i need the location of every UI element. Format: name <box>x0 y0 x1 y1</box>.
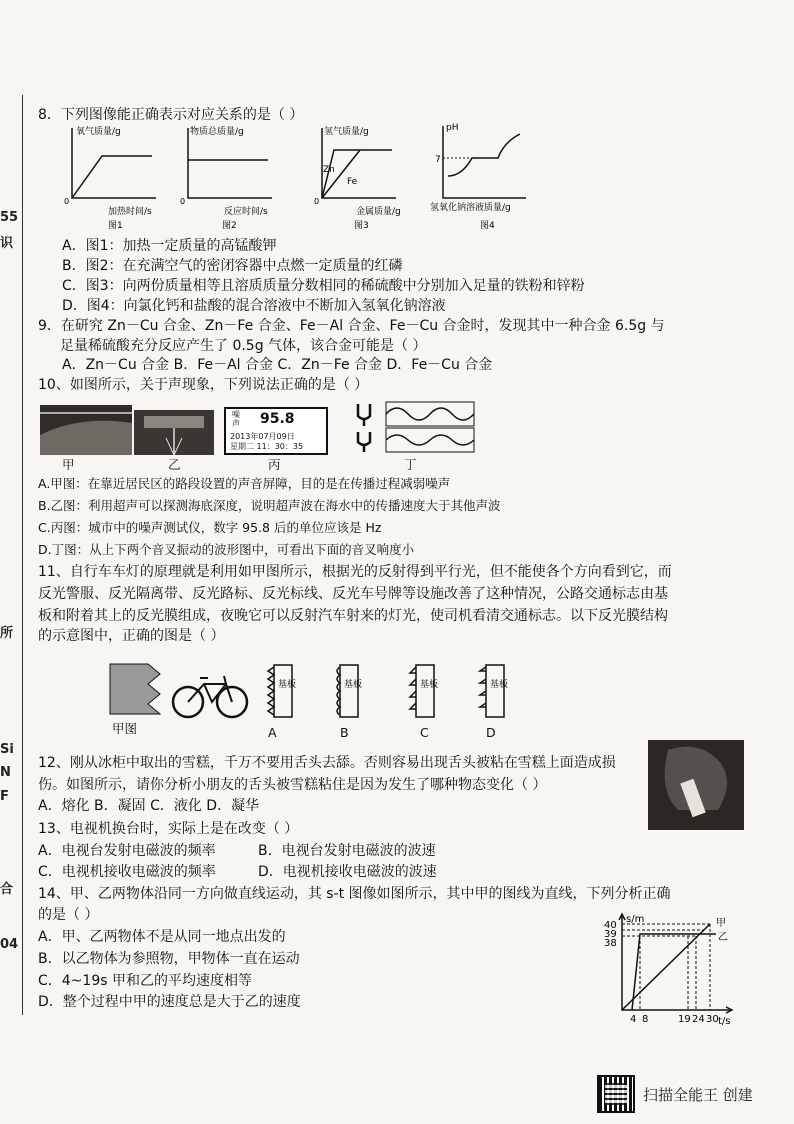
q10-option-c: C.丙图：城市中的噪声测试仪，数字 95.8 后的单位应该是 Hz <box>38 520 382 535</box>
graph3-ylabel: 氢气质量/g <box>324 127 369 137</box>
q11-line3: 板和附着其上的反光膜组成，夜晚它可以反射汽车射来的灯光，使司机看清交通标志。以下反光膜结构 <box>38 608 668 624</box>
photo-sound-barrier <box>40 405 132 455</box>
meter-label-top: 噪 <box>232 410 240 419</box>
q9-line1: 9．在研究 Zn－Cu 合金、Zn－Fe 合金、Fe－Al 合金、Fe－Cu 合金时，发现其中一种合金 6.5g 与 <box>38 318 665 334</box>
graph3-zn-label: Zn <box>323 165 335 175</box>
st-xlabel: t/s <box>718 1016 731 1027</box>
graph4-xlabel: 氢氧化钠溶液质量/g <box>430 203 511 213</box>
q11-line4: 的示意图中，正确的图是（ ） <box>38 628 225 644</box>
q11-choice-a: A <box>268 725 277 740</box>
q11-choice-b: B <box>340 725 349 740</box>
board-label-c: 基板 <box>420 680 439 690</box>
margin-char: 55 <box>0 210 19 225</box>
q11-line1: 11、自行车车灯的原理就是利用如甲图所示，根据光的反射得到平行光，但不能使各个方向看到它，而 <box>38 564 672 580</box>
q14-line1: 14、甲、乙两物体沿同一方向做直线运动，其 s-t 图像如图所示，其中甲的图线为直线，下列分析正确 <box>38 886 671 902</box>
q12-line2: 伤。如图所示，请你分析小朋友的舌头被雪糕粘住是因为发生了哪种物态变化（ ） <box>38 777 547 793</box>
st-ytick-40: 40 <box>604 920 617 931</box>
q12-options: A．熔化 B．凝固 C．液化 D．凝华 <box>38 798 260 814</box>
q9-options: A．Zn－Cu 合金 B．Fe－Al 合金 C．Zn－Fe 合金 D．Fe－Cu 合金 <box>62 357 493 373</box>
margin-char: 合 <box>0 882 14 897</box>
photo-tongue-ice <box>648 740 744 830</box>
margin-char: Si <box>0 742 14 757</box>
q14-option-c: C．4~19s 甲和乙的平均速度相等 <box>38 973 252 989</box>
margin-char: 识 <box>0 236 14 251</box>
reflective-film-options <box>264 663 514 719</box>
margin-char: 所 <box>0 626 14 641</box>
svg-text:0: 0 <box>314 197 320 206</box>
st-ytick-39: 39 <box>604 929 617 940</box>
graph4-caption: 图4 <box>480 221 495 231</box>
q10-option-a: A.甲图：在靠近居民区的路段设置的声音屏障，目的是在传播过程减弱噪声 <box>38 476 451 491</box>
graph3-fe-label: Fe <box>347 177 358 187</box>
board-label-a: 基板 <box>278 680 297 690</box>
q14-option-d: D．整个过程中甲的速度总是大于乙的速度 <box>38 994 301 1010</box>
graph3-xlabel: 金属质量/g <box>356 207 401 217</box>
margin-char: N <box>0 765 11 780</box>
graph2-xlabel: 反应时间/s <box>224 207 268 217</box>
scanner-watermark <box>597 1075 753 1113</box>
watermark-text: 扫描全能王 创建 <box>643 1085 753 1104</box>
graph2-caption: 图2 <box>222 221 237 231</box>
bicycle-reflector-figure <box>108 662 258 720</box>
graph1-ylabel: 氧气质量/g <box>76 127 121 137</box>
q8-option-a: A．图1：加热一定质量的高锰酸钾 <box>62 238 277 254</box>
q11-choice-d: D <box>486 725 496 740</box>
q14-option-b: B．以乙物体为参照物，甲物体一直在运动 <box>38 951 300 967</box>
photo-sonar-ship <box>134 410 214 455</box>
q14-option-a: A．甲、乙两物体不是从同一地点出发的 <box>38 929 286 945</box>
noise-meter <box>224 407 328 455</box>
q10-option-b: B.乙图：利用超声可以探测海底深度，说明超声波在海水中的传播速度大于其他声波 <box>38 498 501 513</box>
graph4-mark: 7 <box>435 155 441 165</box>
q13-option-d: D．电视机接收电磁波的波速 <box>258 864 437 880</box>
graph4-ylabel: pH <box>446 123 459 133</box>
q11-line2: 反光警服、反光隔离带、反光路标、反光标线、反光车号牌等设施改善了这种情况，公路交通标志由基 <box>38 586 668 602</box>
st-label-yi: 乙 <box>718 932 728 943</box>
st-xtick-8: 8 <box>642 1014 649 1025</box>
st-xtick-19: 19 <box>678 1014 691 1025</box>
q10-caption-bing: 丙 <box>268 457 281 472</box>
q8-graphs <box>60 120 540 232</box>
svg-text:0: 0 <box>180 197 186 206</box>
q13-option-c: C．电视机接收电磁波的频率 <box>38 864 216 880</box>
q8-option-b: B．图2：在充满空气的密闭容器中点燃一定质量的红磷 <box>62 258 403 274</box>
q14-line2: 的是（ ） <box>38 907 99 923</box>
board-label-d: 基板 <box>490 680 509 690</box>
q10-caption-yi: 乙 <box>168 457 181 472</box>
margin-char: F <box>0 789 9 804</box>
q10-caption-jia: 甲 <box>62 457 75 472</box>
q13-stem: 13、电视机换台时，实际上是在改变（ ） <box>38 821 299 837</box>
st-label-jia: 甲 <box>716 918 726 929</box>
st-xtick-24: 24 <box>692 1014 705 1025</box>
meter-time: 星期二 11：30：35 <box>230 442 304 451</box>
q12-line1: 12、刚从冰柜中取出的雪糕，千万不要用舌头去舔。否则容易出现舌头被粘在雪糕上面造成损 <box>38 755 616 771</box>
q13-option-a: A．电视台发射电磁波的频率 <box>38 843 216 859</box>
qr-code-icon <box>597 1075 635 1113</box>
graph1-caption: 图1 <box>108 221 123 231</box>
meter-value: 95.8 <box>260 411 295 427</box>
q11-fig-label: 甲图 <box>112 721 138 736</box>
svg-text:0: 0 <box>64 197 70 206</box>
q10-option-d: D.丁图：从上下两个音叉振动的波形图中，可看出下面的音叉响度小 <box>38 542 415 557</box>
q10-caption-ding: 丁 <box>404 457 417 472</box>
meter-date: 2013年07月09日 <box>230 432 295 441</box>
tuning-fork-waves <box>350 400 478 456</box>
margin-char: 04 <box>0 937 19 952</box>
board-label-b: 基板 <box>344 680 363 690</box>
st-xtick-4: 4 <box>630 1014 637 1025</box>
meter-label-bottom: 声 <box>232 419 240 428</box>
q13-option-b: B．电视台发射电磁波的波速 <box>258 843 436 859</box>
graph3-caption: 图3 <box>354 221 369 231</box>
st-ylabel: s/m <box>626 914 645 925</box>
q10-stem: 10、如图所示，关于声现象，下列说法正确的是（ ） <box>38 377 369 393</box>
margin-line <box>22 95 23 1015</box>
st-ytick-38: 38 <box>604 938 617 949</box>
q8-option-c: C．图3：向两份质量相等且溶质质量分数相同的稀硫酸中分别加入足量的铁粉和锌粉 <box>62 278 585 294</box>
q8-option-d: D．图4：向氯化钙和盐酸的混合溶液中不断加入氢氧化钠溶液 <box>62 298 446 314</box>
q11-choice-c: C <box>420 725 429 740</box>
q9-line2: 足量稀硫酸充分反应产生了 0.5g 气体，该合金可能是（ ） <box>60 338 427 354</box>
graph2-ylabel: 物质总质量/g <box>190 127 244 137</box>
q14-st-graph <box>592 912 742 1032</box>
q8-stem: 8．下列图像能正确表示对应关系的是（ ） <box>38 107 304 123</box>
graph1-xlabel: 加热时间/s <box>108 207 152 217</box>
st-xtick-30: 30 <box>706 1014 719 1025</box>
